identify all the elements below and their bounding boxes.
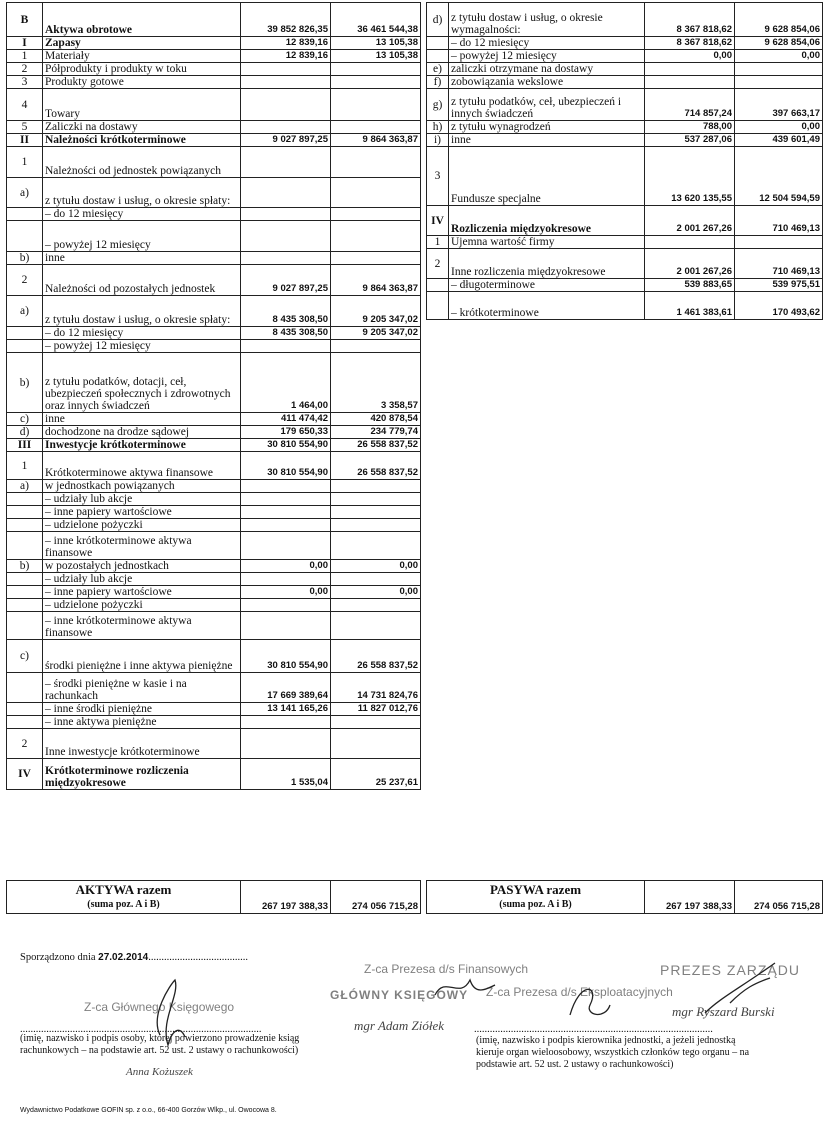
liabilities-total-label: PASYWA razem (suma poz. A i B) [427,881,645,914]
row-code [7,493,43,506]
row-value-previous: 170 493,62 [735,292,823,320]
asset-row [7,612,421,640]
row-code [7,586,43,599]
row-value-current: 13 620 135,55 [645,147,735,206]
row-code [7,221,43,252]
row-value-previous [331,76,421,89]
row-value-current [645,236,735,249]
row-value-current [241,178,331,208]
row-label: – do 12 miesięcy [43,327,241,340]
asset-row [7,560,421,573]
stamp-vice-president-operations: Z-ca Prezesa d/s Eksploatacyjnych [486,985,673,999]
row-value-current: 179 650,33 [241,426,331,439]
row-label: Aktywa obrotowe [43,3,241,37]
asset-row [7,50,421,63]
asset-row [7,493,421,506]
row-value-current: 0,00 [241,560,331,573]
row-value-previous: 710 469,13 [735,249,823,279]
row-value-previous: 12 504 594,59 [735,147,823,206]
row-code: d) [7,426,43,439]
signature-president [700,958,780,1018]
row-label: Krótkoterminowe aktywa finansowe [43,452,241,480]
row-value-previous [331,493,421,506]
row-code [7,340,43,353]
row-label: zobowiązania wekslowe [449,76,645,89]
row-label: Ujemna wartość firmy [449,236,645,249]
row-label: – inne krótkoterminowe aktywa finansowe [43,532,241,560]
stamp-name-ziolek: mgr Adam Ziółek [354,1018,445,1033]
row-value-previous: 25 237,61 [331,759,421,790]
row-code: a) [7,178,43,208]
row-value-current [241,147,331,178]
row-label: – powyżej 12 miesięcy [43,221,241,252]
row-value-previous [331,340,421,353]
row-value-current: 2 001 267,26 [645,249,735,279]
row-value-previous [735,76,823,89]
row-value-current [241,729,331,759]
asset-row [7,586,421,599]
row-value-previous [331,208,421,221]
row-label: z tytułu dostaw i usług, o okresie spłaty: [43,296,241,327]
row-value-previous: 9 864 363,87 [331,265,421,296]
row-code: 1 [7,50,43,63]
row-label: Zapasy [43,37,241,50]
row-value-current: 12 839,16 [241,37,331,50]
row-code: h) [427,121,449,134]
liability-row [427,3,823,37]
assets-total-label: AKTYWA razem (suma poz. A i B) [7,881,241,914]
row-code: 2 [427,249,449,279]
row-value-current: 411 474,42 [241,413,331,426]
liabilities-table [426,2,823,320]
row-label: inne [449,134,645,147]
row-value-current: 539 883,65 [645,279,735,292]
row-label: – do 12 miesięcy [43,208,241,221]
assets-total-table [6,880,421,914]
row-label: – inne aktywa pieniężne [43,716,241,729]
stamp-name-kozuszek: Anna Kożuszek [126,1066,193,1078]
assets-total-value-2: 274 056 715,28 [331,881,421,914]
row-value-previous: 234 779,74 [331,426,421,439]
row-code [427,50,449,63]
asset-row [7,759,421,790]
asset-row [7,439,421,452]
row-label: z tytułu dostaw i usług, o okresie wymagalności: [449,3,645,37]
stamp-vice-president-finance: Z-ca Prezesa d/s Finansowych [364,962,529,976]
row-label: Produkty gotowe [43,76,241,89]
row-label: – udzielone pożyczki [43,519,241,532]
stamp-name-burski: mgr Ryszard Burski [672,1004,775,1019]
row-value-current: 788,00 [645,121,735,134]
row-value-current: 8 367 818,62 [645,37,735,50]
row-label: Zaliczki na dostawy [43,121,241,134]
asset-row [7,519,421,532]
liability-row [427,279,823,292]
asset-row [7,63,421,76]
row-code: c) [7,640,43,673]
row-code [427,292,449,320]
row-label: Krótkoterminowe rozliczenia międzyokresowe [43,759,241,790]
row-value-previous [735,236,823,249]
row-value-previous: 9 205 347,02 [331,296,421,327]
row-value-previous [331,519,421,532]
row-value-previous: 9 864 363,87 [331,134,421,147]
row-value-previous [331,599,421,612]
liability-row [427,89,823,121]
row-code: c) [7,413,43,426]
liability-row [427,121,823,134]
row-code: 1 [427,236,449,249]
stamp-president: PREZES ZARZĄDU [660,962,801,978]
asset-row [7,89,421,121]
row-value-previous: 11 827 012,76 [331,703,421,716]
row-value-current [241,573,331,586]
row-code [7,327,43,340]
row-label: Półprodukty i produkty w toku [43,63,241,76]
row-code [7,612,43,640]
row-label: – do 12 miesięcy [449,37,645,50]
row-value-previous [331,89,421,121]
asset-row [7,506,421,519]
row-value-previous: 439 601,49 [735,134,823,147]
assets-table [6,2,421,790]
row-value-current: 1 461 383,61 [645,292,735,320]
row-value-current [241,76,331,89]
row-value-current: 1 535,04 [241,759,331,790]
row-value-previous: 36 461 544,38 [331,3,421,37]
row-label: inne [43,252,241,265]
assets-total-value-1: 267 197 388,33 [241,881,331,914]
asset-row [7,296,421,327]
row-label: – inne krótkoterminowe aktywa finansowe [43,612,241,640]
row-value-current [241,252,331,265]
row-code: IV [7,759,43,790]
row-label: zaliczki otrzymane na dostawy [449,63,645,76]
row-label: dochodzone na drodze sądowej [43,426,241,439]
liability-row [427,134,823,147]
row-code: II [7,134,43,147]
asset-row [7,37,421,50]
row-label: inne [43,413,241,426]
row-value-current [241,63,331,76]
row-value-previous: 13 105,38 [331,37,421,50]
row-code [7,716,43,729]
row-value-current [241,340,331,353]
row-value-current [241,480,331,493]
left-signature-dotted-line: ............................................................................................ [20,1024,262,1035]
row-value-current [241,208,331,221]
row-value-previous: 26 558 837,52 [331,640,421,673]
row-value-current: 0,00 [645,50,735,63]
row-value-current: 537 287,06 [645,134,735,147]
row-value-current: 9 027 897,25 [241,134,331,147]
row-label: Fundusze specjalne [449,147,645,206]
row-code [7,573,43,586]
row-value-previous [331,532,421,560]
row-value-previous [331,612,421,640]
row-code: III [7,439,43,452]
row-label: w jednostkach powiązanych [43,480,241,493]
row-code: 2 [7,63,43,76]
row-label: – środki pieniężne w kasie i na rachunkach [43,673,241,703]
liabilities-total-value-2: 274 056 715,28 [735,881,823,914]
row-value-previous: 14 731 824,76 [331,673,421,703]
row-value-previous: 710 469,13 [735,206,823,236]
row-value-current: 17 669 389,64 [241,673,331,703]
asset-row [7,729,421,759]
liability-row [427,147,823,206]
asset-row [7,340,421,353]
row-label: – inne środki pieniężne [43,703,241,716]
asset-row [7,413,421,426]
row-code [7,703,43,716]
asset-row [7,252,421,265]
row-value-previous: 3 358,57 [331,353,421,413]
row-value-current: 39 852 826,35 [241,3,331,37]
right-signature-caption: (imię, nazwisko i podpis kierownika jednostki, a jeżeli jednostką kieruje organ wieloosobowy, wszystkich członków tego organu – na podstawie art. 52 ust. 2 ustawy o rachunkowości) [476,1035,750,1070]
asset-row [7,573,421,586]
row-value-current [241,89,331,121]
row-value-previous [331,121,421,134]
row-label: – udziały lub akcje [43,493,241,506]
row-code [7,532,43,560]
row-value-previous [331,63,421,76]
row-label: – inne papiery wartościowe [43,586,241,599]
liabilities-total-table [426,880,823,914]
liability-row [427,206,823,236]
asset-row [7,134,421,147]
row-code: f) [427,76,449,89]
liability-row [427,63,823,76]
row-value-current [645,76,735,89]
row-value-current [241,221,331,252]
row-label: – krótkoterminowe [449,292,645,320]
liability-row [427,292,823,320]
row-value-previous: 9 205 347,02 [331,327,421,340]
asset-row [7,426,421,439]
row-value-previous: 0,00 [331,560,421,573]
row-value-current: 1 464,00 [241,353,331,413]
row-code [7,599,43,612]
signature-operations [560,975,620,1030]
row-label: Inne inwestycje krótkoterminowe [43,729,241,759]
asset-row [7,121,421,134]
row-value-current: 0,00 [241,586,331,599]
row-code: 1 [7,452,43,480]
row-code: B [7,3,43,37]
publisher-note: Wydawnictwo Podatkowe GOFIN sp. z o.o., 66-400 Gorzów Wlkp., ul. Owocowa 8. [20,1107,277,1114]
asset-row [7,480,421,493]
row-value-current: 30 810 554,90 [241,439,331,452]
asset-row [7,599,421,612]
row-code: d) [427,3,449,37]
stamp-deputy-chief-accountant: Z-ca Głównego Księgowego [84,1000,235,1014]
asset-row [7,76,421,89]
row-value-previous: 0,00 [735,50,823,63]
row-code: i) [427,134,449,147]
liability-row [427,50,823,63]
row-code: b) [7,252,43,265]
row-value-current [241,532,331,560]
liabilities-total-value-1: 267 197 388,33 [645,881,735,914]
row-value-previous [331,147,421,178]
row-code: b) [7,560,43,573]
asset-row [7,452,421,480]
row-value-previous: 0,00 [735,121,823,134]
row-code: e) [427,63,449,76]
row-value-current: 12 839,16 [241,50,331,63]
asset-row [7,147,421,178]
row-label: Rozliczenia międzyokresowe [449,206,645,236]
row-code: b) [7,353,43,413]
row-code: a) [7,480,43,493]
row-code [7,519,43,532]
asset-row [7,532,421,560]
row-label: środki pieniężne i inne aktywa pieniężne [43,640,241,673]
row-label: z tytułu podatków, dotacji, ceł, ubezpieczeń społecznych i zdrowotnych oraz innych świadczeń [43,353,241,413]
row-value-current: 30 810 554,90 [241,640,331,673]
asset-row [7,640,421,673]
row-value-previous: 9 628 854,06 [735,37,823,50]
row-code: 2 [7,265,43,296]
row-value-current [241,506,331,519]
row-value-current: 13 141 165,26 [241,703,331,716]
row-value-current: 8 435 308,50 [241,327,331,340]
row-code: I [7,37,43,50]
asset-row [7,265,421,296]
row-code [7,673,43,703]
row-value-current [241,519,331,532]
row-code [427,37,449,50]
row-value-current [241,493,331,506]
row-label: Towary [43,89,241,121]
row-value-current [645,63,735,76]
row-value-previous [331,716,421,729]
row-value-previous: 397 663,17 [735,89,823,121]
asset-row [7,3,421,37]
row-value-previous: 420 878,54 [331,413,421,426]
row-code: 2 [7,729,43,759]
row-label: z tytułu dostaw i usług, o okresie spłaty: [43,178,241,208]
row-code: 3 [427,147,449,206]
row-value-previous [331,221,421,252]
row-value-previous [331,573,421,586]
row-code: 5 [7,121,43,134]
liability-row [427,249,823,279]
row-label: – udziały lub akcje [43,573,241,586]
asset-row [7,353,421,413]
asset-row [7,221,421,252]
row-value-previous: 9 628 854,06 [735,3,823,37]
left-signature-caption: (imię, nazwisko i podpis osoby, której powierzono prowadzenie ksiąg rachunkowych – na podstawie art. 52 ust. 2 ustawy o rachunkowości) [20,1033,300,1056]
row-label: – inne papiery wartościowe [43,506,241,519]
row-value-current: 8 435 308,50 [241,296,331,327]
row-code: 1 [7,147,43,178]
row-label: – powyżej 12 miesięcy [449,50,645,63]
row-code [427,279,449,292]
liability-row [427,236,823,249]
row-value-current [241,599,331,612]
row-value-current: 8 367 818,62 [645,3,735,37]
row-label: z tytułu wynagrodzeń [449,121,645,134]
liability-row [427,76,823,89]
row-code: 4 [7,89,43,121]
row-label: Należności krótkoterminowe [43,134,241,147]
asset-row [7,673,421,703]
row-value-previous: 26 558 837,52 [331,439,421,452]
asset-row [7,178,421,208]
row-code: g) [427,89,449,121]
row-label: Należności od pozostałych jednostek [43,265,241,296]
row-label: Materiały [43,50,241,63]
asset-row [7,703,421,716]
row-label: z tytułu podatków, ceł, ubezpieczeń i innych świadczeń [449,89,645,121]
row-value-current [241,612,331,640]
row-label: – długoterminowe [449,279,645,292]
row-label: – powyżej 12 miesięcy [43,340,241,353]
right-signature-dotted-line: ........................................................................................... [474,1024,713,1035]
asset-row [7,327,421,340]
row-value-previous: 539 975,51 [735,279,823,292]
row-value-current: 9 027 897,25 [241,265,331,296]
asset-row [7,716,421,729]
row-value-current: 30 810 554,90 [241,452,331,480]
asset-row [7,208,421,221]
row-code: 3 [7,76,43,89]
row-value-previous: 0,00 [331,586,421,599]
row-value-previous [331,480,421,493]
row-label: w pozostałych jednostkach [43,560,241,573]
row-value-previous [735,63,823,76]
row-label: Należności od jednostek powiązanych [43,147,241,178]
row-value-current: 2 001 267,26 [645,206,735,236]
row-value-previous [331,506,421,519]
row-value-previous: 13 105,38 [331,50,421,63]
row-label: Inne rozliczenia międzyokresowe [449,249,645,279]
row-value-previous [331,178,421,208]
row-value-previous: 26 558 837,52 [331,452,421,480]
row-label: – udzielone pożyczki [43,599,241,612]
stamp-chief-accountant: GŁÓWNY KSIĘGOWY [330,988,469,1002]
liability-row [427,37,823,50]
row-value-current [241,121,331,134]
row-value-previous [331,252,421,265]
row-code [7,208,43,221]
signature-middle [430,970,500,1010]
row-value-current: 714 857,24 [645,89,735,121]
row-value-current [241,716,331,729]
row-code [7,506,43,519]
row-code: IV [427,206,449,236]
prepared-date-line: Sporządzono dnia 27.02.2014...................................... [20,952,248,963]
row-label: Inwestycje krótkoterminowe [43,439,241,452]
row-value-previous [331,729,421,759]
row-code: a) [7,296,43,327]
